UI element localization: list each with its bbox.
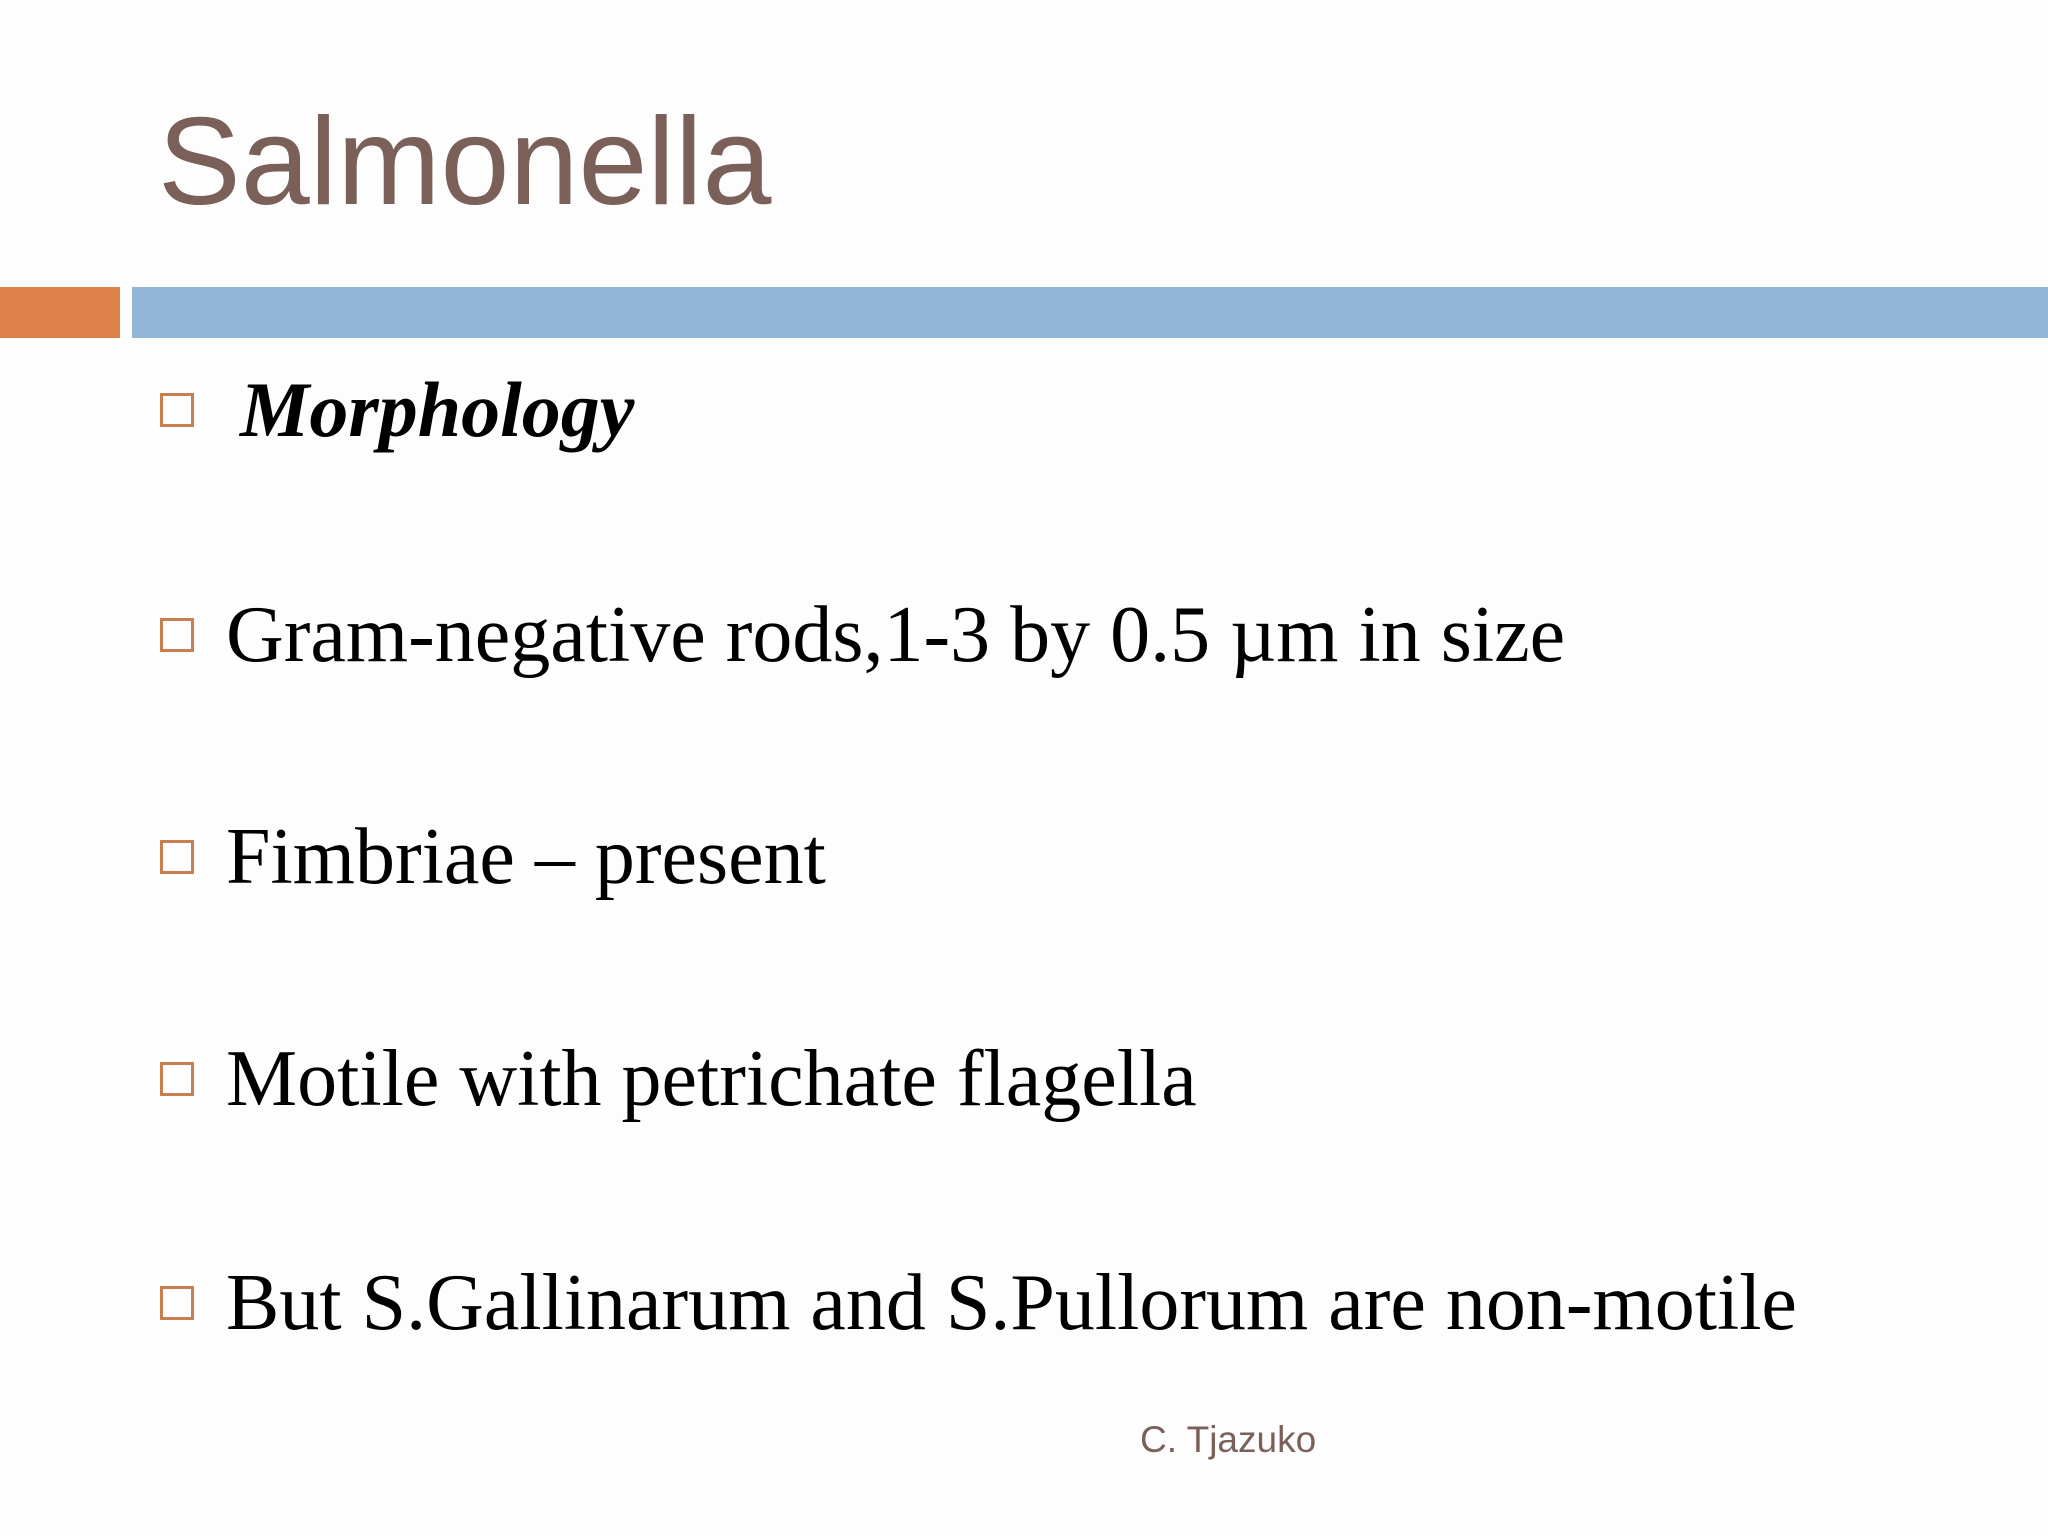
bullet-item-fimbriae [160, 802, 826, 912]
slide-title: Salmonella [158, 93, 772, 231]
hollow-square-icon [160, 1286, 194, 1320]
bullet-text: Fimbriae – present [226, 813, 826, 901]
bullet-text: Gram-negative rods,1-3 by 0.5 µm in size [226, 591, 1566, 679]
bullet-item-non-motile [160, 1248, 1797, 1358]
hollow-square-icon [160, 618, 194, 652]
hollow-square-icon [160, 393, 194, 427]
bullet-text: But S.Gallinarum and S.Pullorum are non-motile [226, 1259, 1797, 1347]
hollow-square-icon [160, 840, 194, 874]
bullet-text: Morphology [240, 366, 635, 453]
bullet-item-morphology [160, 355, 634, 465]
bullet-text: Motile with petrichate flagella [226, 1035, 1197, 1123]
hollow-square-icon [160, 1062, 194, 1096]
slide-footer-author: C. Tjazuko [1140, 1419, 1317, 1460]
bullet-item-gram-negative [160, 580, 1565, 690]
bullet-item-motile [160, 1024, 1197, 1134]
